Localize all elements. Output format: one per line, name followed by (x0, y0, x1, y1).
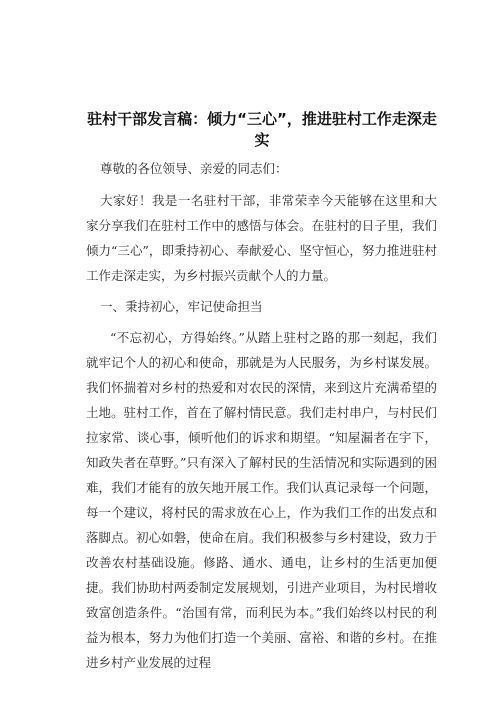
greeting: 尊敬的各位领导、亲爱的同志们： (100, 161, 288, 176)
paragraph-section-1: “不忘初心，方得始终。”从踏上驻村之路的那一刻起，我们就牢记个人的初心和使命，那就是为人民服务，为乡村谋发展。我们怀揣着对乡村的热爱和对农民的深情，来到这片充满希望的土地。驻村工作，首在了解村情民意。我们走村串户，与村民们拉家常、谈心事，倾听他们的诉求和期望。“知屋漏者在宇下，知政失者在草野。”只有深入了解村民的生活情况和实际遇到的困难，我们才能有的放矢地开展工作。我们认真记录每一个问题，每一个建议，将村民的需求放在心上，作为我们工作的出发点和落脚点。初心如磐，使命在肩。我们积极参与乡村建设，致力于改善农村基础设施。修路、通水、通电，让乡村的生活更加便捷。我们协助村两委制定发展规划，引进产业项目，为村民增收致富创造条件。“治国有常，而利民为本。”我们始终以村民的利益为根本，努力为他们打造一个美丽、富裕、和谐的乡村。在推进乡村产业发展的过程 (86, 330, 437, 670)
document-title: 驻村干部发言稿：倾力“三心”，推进驻村工作走深走实 (87, 110, 437, 149)
paragraph-intro: 大家好！我是一名驻村干部，非常荣幸今天能够在这里和大家分享我们在驻村工作中的感悟与体会。在驻村的日子里，我们倾力“三心”，即秉持初心、奉献爱心、坚守恒心，努力推进驻村工作走深走实，为乡村振兴贡献个人的力量。 (86, 193, 437, 283)
section-heading-1: 一、秉持初心，牢记使命担当 (100, 299, 263, 314)
